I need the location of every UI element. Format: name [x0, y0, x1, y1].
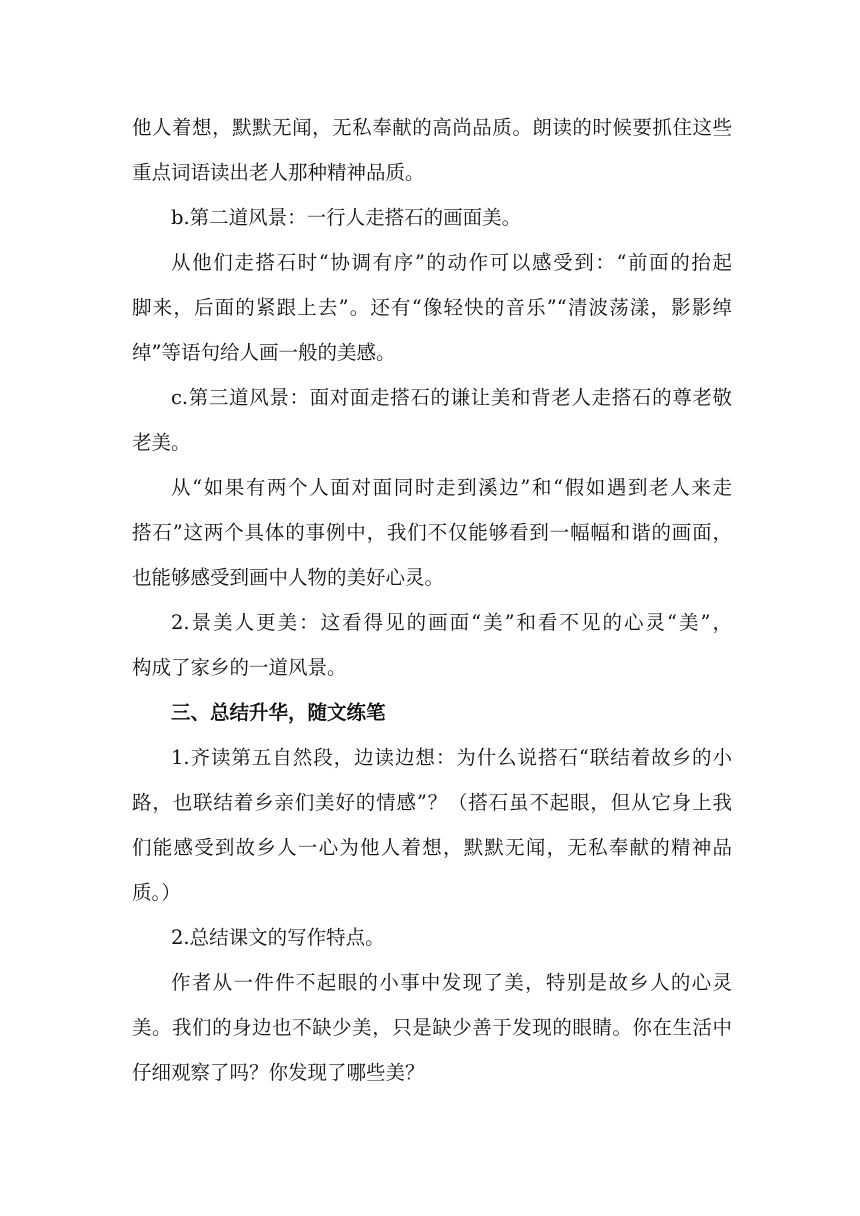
body-text-line: 们能感受到故乡人一心为他人着想，默默无闻，无私奉献的精神品 — [132, 836, 732, 859]
subheading-c: c.第三道风景：面对面走搭石的谦让美和背老人走搭石的尊老敬 — [171, 386, 732, 409]
body-text-line: 从“如果有两个人面对面同时走到溪边”和“假如遇到老人来走 — [171, 476, 732, 499]
body-text-line: 从他们走搭石时“协调有序”的动作可以感受到：“前面的抬起 — [171, 251, 732, 274]
body-text-line: 路，也联结着乡亲们美好的情感”？（搭石虽不起眼，但从它身上我 — [132, 791, 732, 814]
body-text-line: 重点词语读出老人那种精神品质。 — [132, 161, 425, 184]
body-text-line: 美。我们的身边也不缺少美，只是缺少善于发现的眼睛。你在生活中 — [132, 1016, 732, 1039]
body-text-line: 2.景美人更美：这看得见的画面“美”和看不见的心灵“美”， — [171, 611, 732, 634]
body-text-line: 他人着想，默默无闻，无私奉献的高尚品质。朗读的时候要抓住这些 — [132, 116, 732, 139]
body-text-line: 质。） — [132, 881, 181, 904]
body-text-line: 构成了家乡的一道风景。 — [132, 656, 347, 679]
body-text-line: 搭石”这两个具体的事例中，我们不仅能够看到一幅幅和谐的画面， — [132, 521, 732, 544]
body-text-line: 2.总结课文的写作特点。 — [171, 926, 385, 949]
body-text-line: 绰”等语句给人画一般的美感。 — [132, 341, 396, 364]
body-text-line: 脚来，后面的紧跟上去”。还有“像轻快的音乐”“清波荡漾，影影绰 — [132, 296, 732, 319]
section-heading: 三、总结升华，随文练笔 — [171, 701, 386, 724]
body-text-line: 仔细观察了吗？你发现了哪些美？ — [132, 1061, 425, 1084]
body-text-line: 1.齐读第五自然段，边读边想：为什么说搭石“联结着故乡的小 — [171, 746, 732, 769]
body-text-line: 老美。 — [132, 431, 191, 454]
subheading-b: b.第二道风景：一行人走搭石的画面美。 — [171, 206, 522, 229]
body-text-line: 作者从一件件不起眼的小事中发现了美，特别是故乡人的心灵 — [171, 971, 732, 994]
body-text-line: 也能够感受到画中人物的美好心灵。 — [132, 566, 445, 589]
